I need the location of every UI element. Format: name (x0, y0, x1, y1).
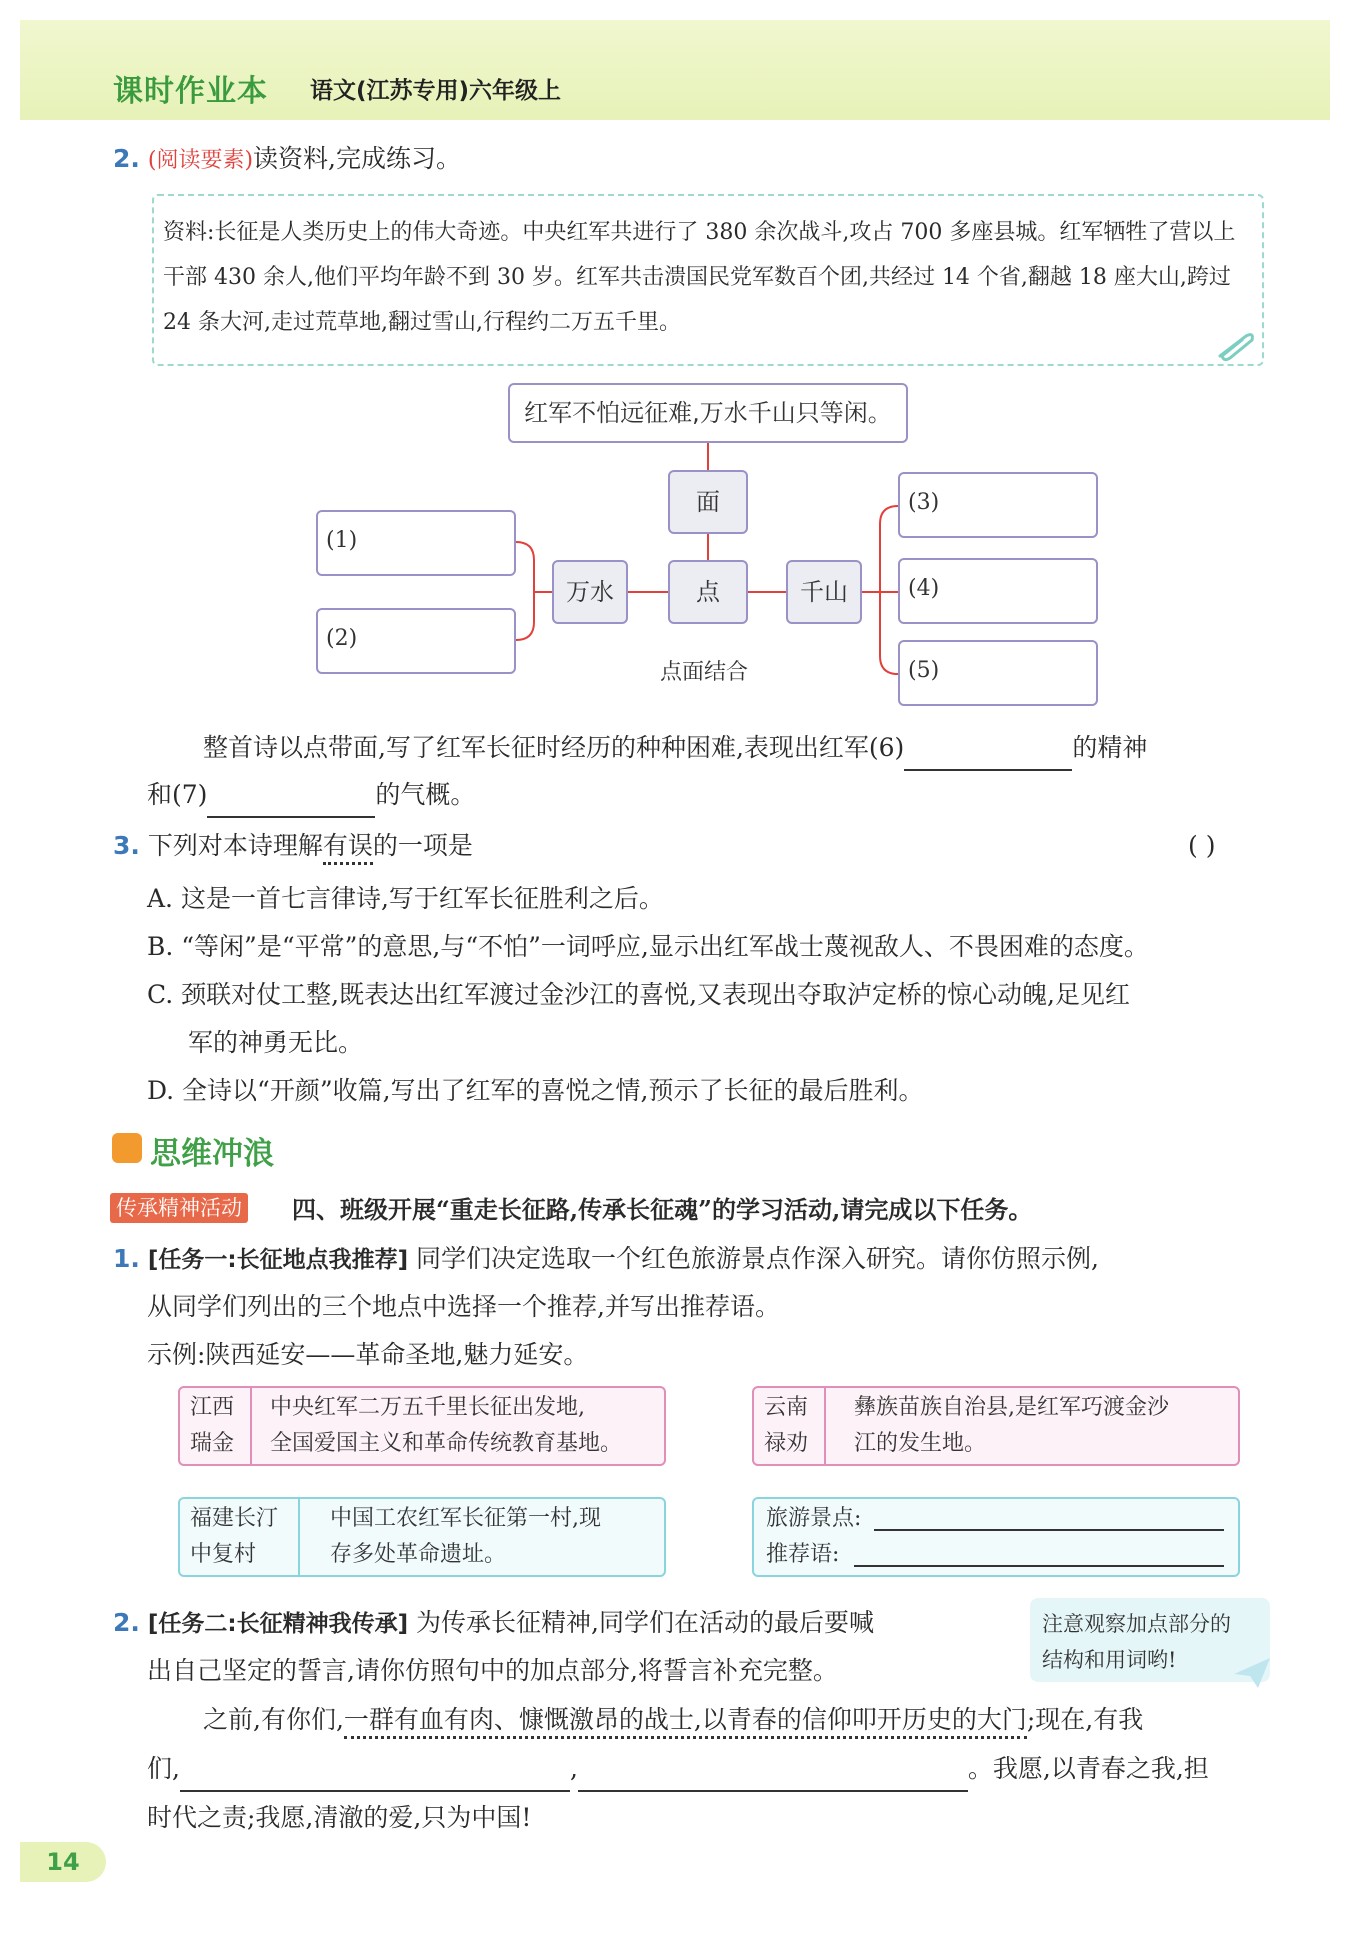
dotted-model-phrase: 一群有血有肉、慷慨激昂的战士,以青春的信仰叩开历史的大门 (344, 1705, 1027, 1739)
question-number: 2. (113, 1608, 140, 1637)
answer-card[interactable] (752, 1497, 1240, 1577)
option-c-line1[interactable]: C. 颈联对仗工整,既表达出红军渡过金沙江的喜悦,又表现出夺取泸定桥的惊心动魄,足见红 (147, 980, 1130, 1009)
task-label: [任务一:长征地点我推荐] (147, 1247, 409, 1273)
task-text: 为传承长征精神,同学们在活动的最后要喊 (416, 1608, 874, 1637)
card-desc: 中国工农红军长征第一村,现 存多处革命遗址。 (330, 1506, 601, 1567)
blank-6[interactable] (904, 739, 1072, 771)
option-b[interactable]: B. “等闲”是“平常”的意思,与“不怕”一词呼应,显示出红军战士蔑视敌人、不畏困难的态度。 (147, 932, 1149, 961)
diagram-top-verse: 红军不怕远征难,万水千山只等闲。 (508, 383, 908, 443)
hint-text: 注意观察加点部分的 结构和用词哟! (1042, 1612, 1231, 1672)
blank-7[interactable] (207, 786, 375, 818)
answer-box-2[interactable] (316, 608, 516, 674)
wave-icon (112, 1133, 142, 1163)
option-c-line2: 军的神勇无比。 (188, 1028, 364, 1057)
oath-line-2 (147, 1746, 1209, 1792)
card-divider (298, 1499, 300, 1575)
diagram-caption: 点面结合 (660, 660, 749, 685)
question-instruction: 读资料,完成练习。 (253, 144, 461, 173)
question-number: 2. (113, 144, 140, 173)
answer-box-5[interactable] (898, 640, 1098, 706)
diagram-wanshui: 万水 (552, 560, 628, 624)
fill-text: 整首诗以点带面,写了红军长征时经历的种种困难,表现出红军(6) (203, 733, 905, 762)
card-place: 福建长汀 中复村 (190, 1506, 279, 1567)
question-3-stem (113, 823, 473, 869)
task-2-line-1 (113, 1600, 874, 1647)
activity-badge: 传承精神活动 (110, 1193, 248, 1223)
section-intro: 四、班级开展“重走长征路,传承长征魂”的学习活动,请完成以下任务。 (292, 1195, 1033, 1224)
answer-box-label: (4) (908, 576, 940, 601)
oath-blank-1[interactable] (180, 1760, 570, 1792)
answer-box-3[interactable] (898, 472, 1098, 538)
diagram-qianshan: 千山 (786, 560, 862, 624)
option-d[interactable]: D. 全诗以“开颜”收篇,写出了红军的喜悦之情,预示了长征的最后胜利。 (147, 1076, 924, 1105)
oath-text: 们, (147, 1754, 180, 1783)
task-text: 同学们决定选取一个红色旅游景点作深入研究。请你仿照示例, (416, 1244, 1099, 1273)
card-divider (824, 1388, 826, 1464)
fill-text: 的气概。 (375, 780, 476, 809)
fill-text: 和(7) (147, 780, 208, 809)
oath-text: ;现在,有我 (1026, 1705, 1144, 1734)
recommend-card-yunnan[interactable] (752, 1386, 1240, 1466)
paper-plane-icon (1232, 1656, 1272, 1690)
oath-text: 之前,有你们, (203, 1705, 344, 1734)
task-1-example: 示例:陕西延安——革命圣地,魅力延安。 (147, 1340, 589, 1369)
card-place: 江西 瑞金 (190, 1395, 235, 1456)
fill-line-2 (147, 772, 475, 818)
answer-spot-line[interactable] (874, 1529, 1224, 1531)
section-title: 思维冲浪 (150, 1136, 274, 1172)
book-brand: 课时作业本 (113, 74, 268, 109)
fill-text: 的精神 (1072, 733, 1148, 762)
task-label: [任务二:长征精神我传承] (147, 1611, 409, 1637)
answer-box-label: (2) (326, 626, 358, 651)
stem-text: 下列对本诗理解 (147, 831, 323, 860)
stem-text: 的一项是 (372, 831, 473, 860)
book-subject: 语文(江苏专用)六年级上 (310, 78, 562, 104)
question-number: 1. (113, 1244, 140, 1273)
fill-line-1 (203, 725, 1147, 771)
task-2-line-2: 出自己坚定的誓言,请你仿照句中的加点部分,将誓言补充完整。 (147, 1656, 838, 1685)
question-number: 3. (113, 831, 140, 860)
page-number: 14 (20, 1842, 106, 1882)
task-1-line-2: 从同学们列出的三个地点中选择一个推荐,并写出推荐语。 (147, 1292, 780, 1321)
emphasized-text: 有误 (323, 831, 373, 865)
card-desc: 彝族苗族自治县,是红军巧渡金沙 江的发生地。 (854, 1395, 1169, 1456)
recommend-card-jiangxi[interactable] (178, 1386, 666, 1466)
answer-box-label: (3) (908, 490, 940, 515)
answer-rec-line[interactable] (854, 1565, 1224, 1567)
oath-blank-2[interactable] (578, 1760, 968, 1792)
oath-text: , (569, 1754, 578, 1783)
card-divider (250, 1388, 252, 1464)
answer-spot-label: 旅游景点: (766, 1506, 862, 1531)
answer-box-4[interactable] (898, 558, 1098, 624)
recommend-card-fujian[interactable] (178, 1497, 666, 1577)
answer-rec-label: 推荐语: (766, 1542, 840, 1567)
reading-element-tag: (阅读要素) (147, 148, 254, 173)
oath-line-3: 时代之责;我愿,清澈的爱,只为中国! (147, 1803, 532, 1832)
card-desc: 中央红军二万五千里长征出发地, 全国爱国主义和革命传统教育基地。 (270, 1395, 623, 1456)
answer-paren[interactable]: ( ) (1188, 831, 1216, 860)
answer-box-label: (5) (908, 658, 940, 683)
card-place: 云南 禄劝 (764, 1395, 809, 1456)
diagram-dian: 点 (668, 560, 748, 624)
answer-box-1[interactable] (316, 510, 516, 576)
material-text: 资料:长征是人类历史上的伟大奇迹。中央红军共进行了 380 余次战斗,攻占 700 多座县城。红军牺牲了营以上干部 430 余人,他们平均年龄不到 30 岁。红军共击溃国民党军数百个团,共经过 14 个省,翻越 18 座大山,跨过 24 条大河,走过荒草地,翻过雪山,行程约二万五千里。 (163, 220, 1236, 335)
oath-text: 。我愿,以青春之我,担 (967, 1754, 1209, 1783)
answer-box-label: (1) (326, 528, 358, 553)
diagram-mian: 面 (668, 470, 748, 534)
task-1-line-1 (113, 1236, 1099, 1283)
oath-line-1 (203, 1697, 1143, 1743)
option-a[interactable]: A. 这是一首七言律诗,写于红军长征胜利之后。 (147, 884, 664, 913)
